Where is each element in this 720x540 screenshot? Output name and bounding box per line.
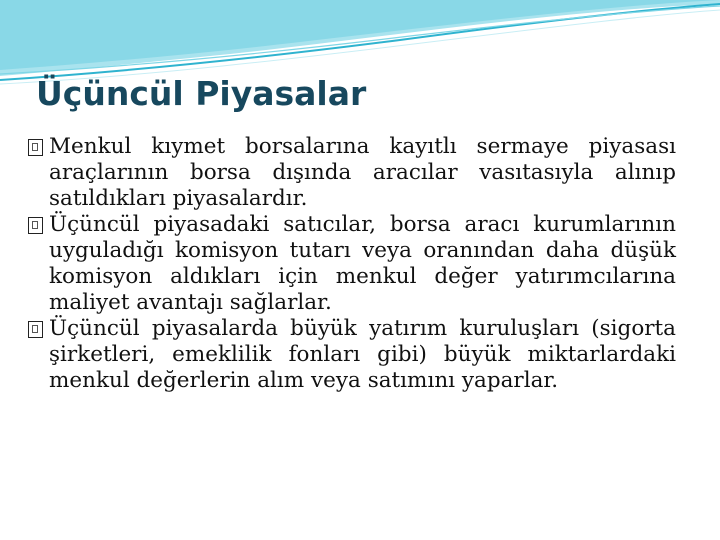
bullet-item [28,134,676,212]
bullet-item [28,212,676,316]
bullet-text: Menkul kıymet borsalarına kayıtlı sermaye piyasası araçlarının borsa dışında aracılar vasıtasıyla alınıp satıldıkları piyasalardır. [49,134,676,211]
bullet-list [28,134,676,394]
bullet-item [28,316,676,394]
bullet-text: Üçüncül piyasadaki satıcılar, borsa aracı kurumlarının uyguladığı komisyon tutarı veya oranından daha düşük komisyon aldıkları için menkul değer yatırımcılarına maliyet avantajı sağlarlar. [49,212,676,315]
missing-glyph-box-icon [28,217,43,234]
bullet-text: Üçüncül piyasalarda büyük yatırım kuruluşları (sigorta şirketleri, emeklilik fonları gibi) büyük miktarlardaki menkul değerlerin alım veya satımını yaparlar. [49,316,676,393]
missing-glyph-box-icon [28,139,43,156]
slide-title: Üçüncül Piyasalar [36,74,367,113]
missing-glyph-box-icon [28,321,43,338]
